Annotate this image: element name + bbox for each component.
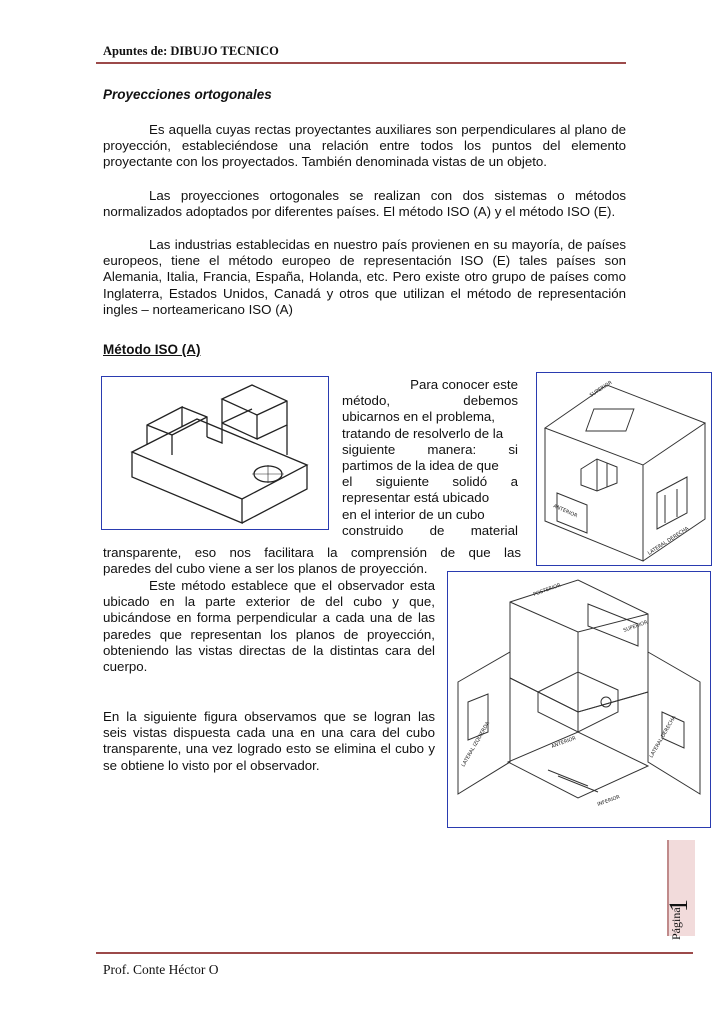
method-column-text (342, 377, 518, 539)
paragraph-methods: Las proyecciones ortogonales se realizan con dos sistemas o métodos normalizados adoptados por diferentes países. El método ISO (A) y el método ISO (E). (103, 188, 626, 220)
column-line-3: ubicarnos en el problema, (342, 409, 496, 425)
column-line-10 (342, 523, 518, 539)
label-inferior: INFERIOR (596, 794, 621, 808)
column-line-6: partimos de la idea de que (342, 458, 499, 474)
label-superior-2: SUPERIOR (622, 619, 649, 634)
wide-line-1: transparente, eso nos facilitara la comprensión de que las (103, 545, 521, 560)
column-line-2 (342, 393, 518, 409)
column-word: siguiente (342, 441, 396, 457)
label-superior: SUPERIOR (588, 379, 614, 399)
label-posterior: POSTERIOR (532, 582, 562, 598)
column-word: debemos (463, 393, 518, 409)
column-word: siguiente (375, 474, 429, 490)
label-lateral-derecha-2: LATERAL DERECHA (648, 714, 678, 759)
column-line-4: tratando de resolverlo de la (342, 425, 504, 441)
isometric-solid-drawing (102, 377, 328, 529)
label-anterior: ANTERIOR (552, 503, 579, 520)
column-line-5 (342, 442, 518, 458)
wide-line-2: paredes del cubo viene a ser los planos de proyección. (103, 561, 428, 577)
column-word: de (429, 522, 445, 538)
column-word: manera: (427, 441, 477, 457)
label-lateral-izquierda: LATERAL IZQUIERDA (460, 720, 492, 768)
column-word: a (510, 474, 518, 490)
document-header: Apuntes de: DIBUJO TECNICO (103, 44, 279, 58)
column-line-9: en el interior de un cubo (342, 506, 485, 522)
paragraph-observer: Este método establece que el observador esta ubicado en la parte exterior de del cubo y que, ubicándose en forma perpendicular a cada una de las paredes que representan los planos de proyección, obteniendo las vistas directas de la distintas cara del cuerpo. (103, 578, 435, 675)
label-lateral-derecha: LATERAL DERECHA (646, 525, 690, 557)
paragraph-six-views: En la siguiente figura observamos que se logran las seis vistas dispuesta cada una en una cara del cubo transparente, una vez logrado esto se elimina el cubo y se obtiene lo visto por el observador. (103, 709, 435, 773)
paragraph-definition: Es aquella cuyas rectas proyectantes auxiliares son perpendiculares al plano de proyección, estableciéndose una relación entre todos los puntos del elemento proyectante con los proyectados. También denominada vistas de un objeto. (103, 122, 626, 170)
method-heading: Método ISO (A) (103, 342, 201, 357)
column-line-7 (342, 474, 518, 490)
cube-views-drawing (537, 373, 711, 565)
page-label: Página (669, 907, 683, 940)
unfolded-views-figure (447, 571, 711, 828)
column-line-1: Para conocer este (410, 377, 518, 392)
column-word: si (508, 441, 518, 457)
section-title: Proyecciones ortogonales (103, 87, 272, 102)
document-footer: Prof. Conte Héctor O (103, 962, 219, 977)
label-anterior-2: ANTERIOR (550, 735, 577, 750)
unfolded-views-drawing (448, 572, 710, 827)
footer-rule (96, 952, 693, 954)
paragraph-industries: Las industrias establecidas en nuestro país provienen en su mayoría, de países europeos, tiene el método europeo de representación ISO (E) tales países son Alemania, Italia, Francia, España, Holanda, etc. Pero existe otro grupo de países como Inglaterra, Estados Unidos, Canadá y otros que utilizan el método de representación ingles – norteamericano ISO (A) (103, 237, 626, 317)
column-word: construido (342, 522, 404, 538)
column-word: el (342, 474, 353, 490)
column-word: solidó (452, 474, 488, 490)
column-word: material (470, 522, 518, 538)
column-word: método, (342, 393, 391, 409)
header-rule (96, 62, 626, 64)
page-number: 1 (664, 899, 693, 912)
isometric-solid-figure (101, 376, 329, 530)
cube-views-figure (536, 372, 712, 566)
column-line-8: representar está ubicado (342, 490, 490, 506)
